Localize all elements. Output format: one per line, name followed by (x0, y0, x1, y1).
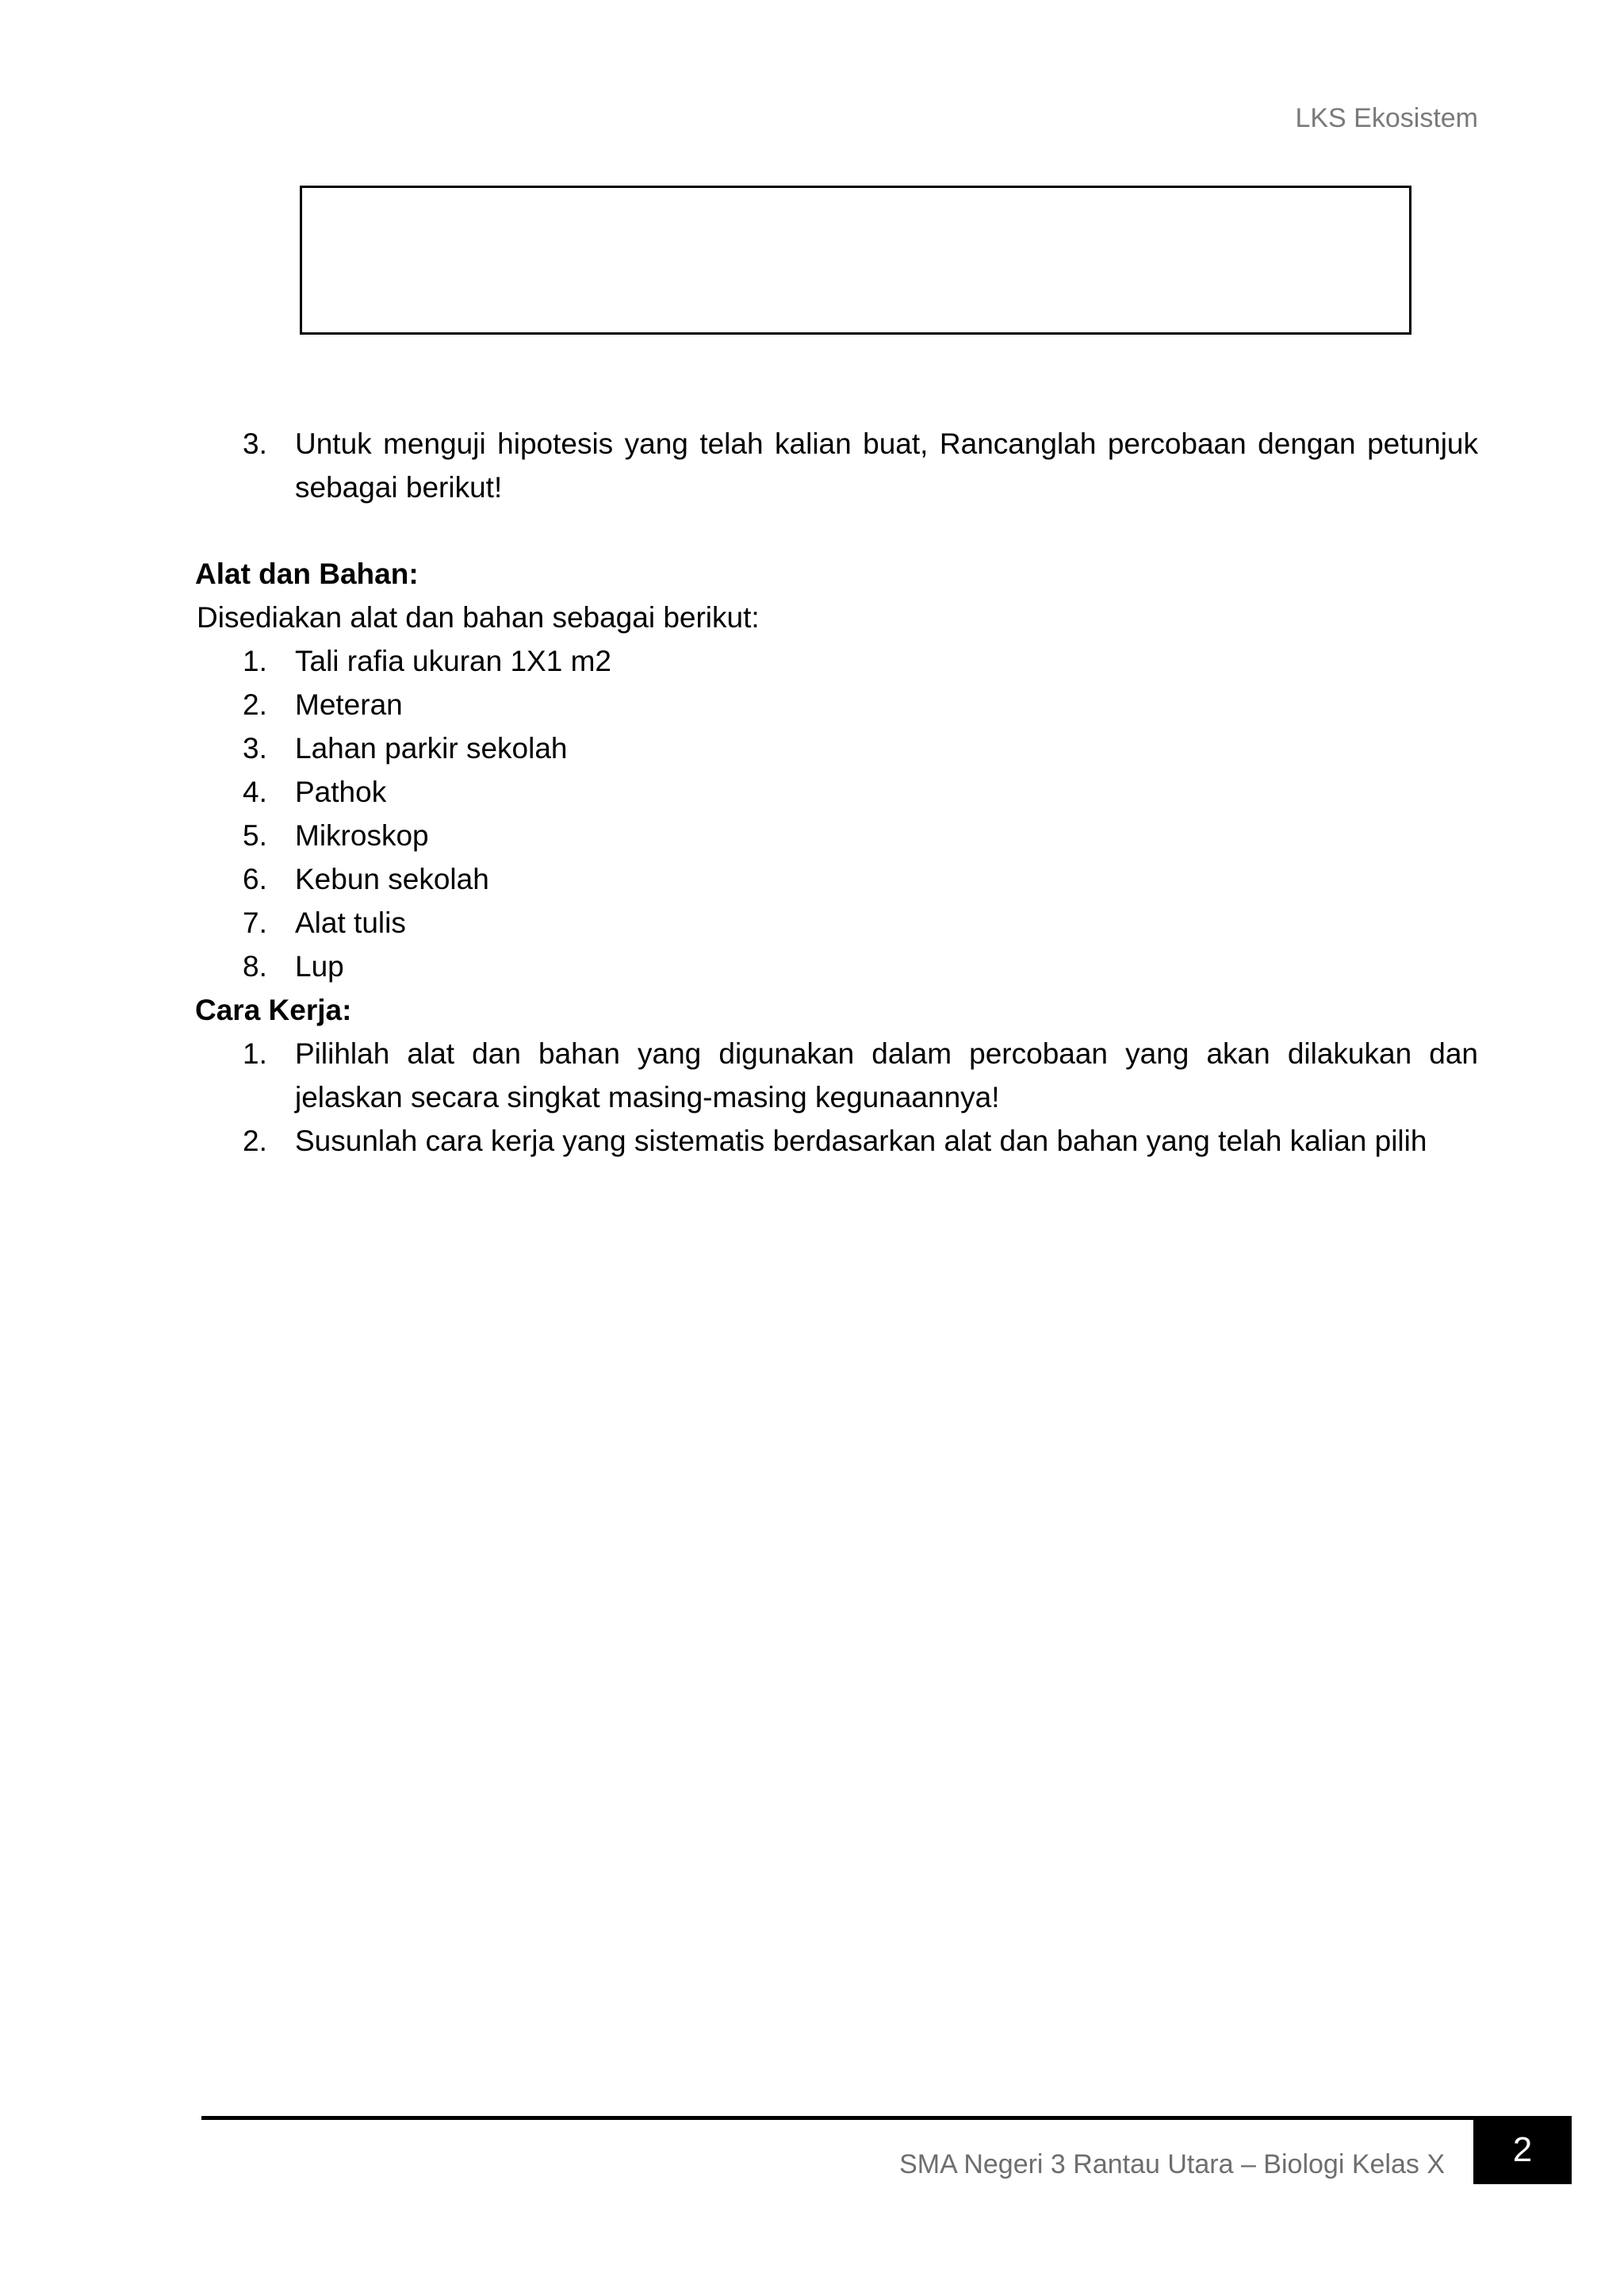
list-number: 6. (243, 863, 267, 895)
list-item (243, 1032, 1478, 1119)
list-number: 8. (243, 950, 267, 983)
list-number: 2. (243, 1125, 267, 1157)
materials-heading: Alat dan Bahan: (195, 558, 419, 590)
list-item (243, 770, 1478, 814)
list-item (243, 726, 1478, 770)
list-item (243, 857, 1478, 901)
list-number: 5. (243, 819, 267, 852)
list-label: Lahan parkir sekolah (295, 732, 568, 765)
answer-box[interactable] (300, 186, 1411, 335)
list-number: 4. (243, 776, 267, 808)
instruction-number: 3. (243, 427, 267, 460)
list-label: Kebun sekolah (295, 863, 489, 895)
list-label: Pathok (295, 776, 387, 808)
list-item (243, 901, 1478, 945)
materials-intro: Disediakan alat dan bahan sebagai berikut: (197, 601, 760, 634)
list-label: Pilihlah alat dan bahan yang digunakan dalam percobaan yang akan dilakukan dan jelaskan secara singkat masing-masing kegunaannya! (295, 1037, 1478, 1114)
procedure-heading: Cara Kerja: (195, 994, 352, 1026)
list-label: Alat tulis (295, 907, 406, 939)
list-number: 7. (243, 907, 267, 939)
list-item (243, 1119, 1478, 1163)
footer-divider (201, 2116, 1473, 2120)
list-number: 1. (243, 1037, 267, 1070)
page-header: LKS Ekosistem (1295, 103, 1478, 133)
instruction-step-3 (243, 422, 1478, 509)
list-number: 3. (243, 732, 267, 765)
instruction-text: Untuk menguji hipotesis yang telah kalian buat, Rancanglah percobaan dengan petunjuk sebagai berikut! (295, 427, 1478, 504)
list-label: Lup (295, 950, 344, 983)
list-item (243, 814, 1478, 857)
list-item (243, 945, 1478, 988)
list-label: Mikroskop (295, 819, 429, 852)
list-number: 2. (243, 688, 267, 721)
list-label: Tali rafia ukuran 1X1 m2 (295, 645, 611, 677)
list-item (243, 639, 1478, 683)
page-footer: SMA Negeri 3 Rantau Utara – Biologi Kelas X (899, 2149, 1445, 2179)
list-item (243, 683, 1478, 726)
page-number: 2 (1473, 2116, 1572, 2184)
list-label: Susunlah cara kerja yang sistematis berdasarkan alat dan bahan yang telah kalian pilih (295, 1125, 1427, 1157)
list-number: 1. (243, 645, 267, 677)
list-label: Meteran (295, 688, 403, 721)
